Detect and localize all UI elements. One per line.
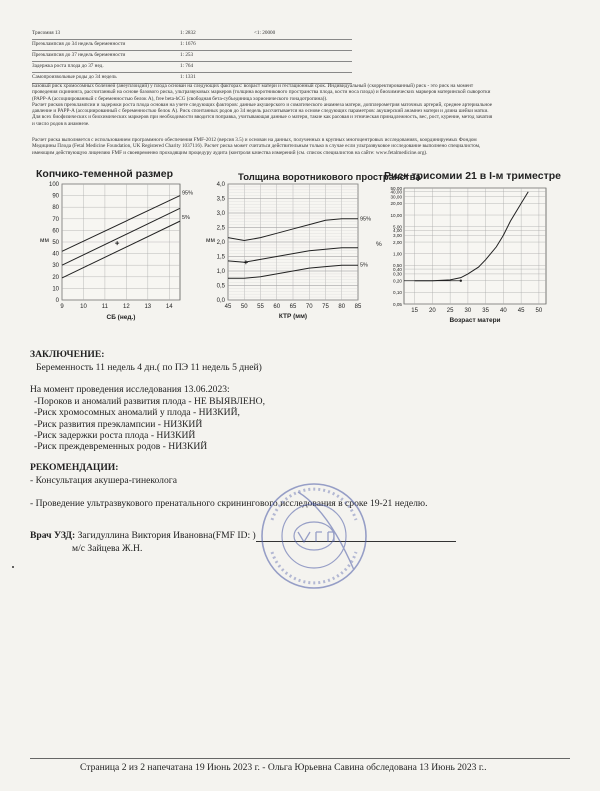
y-tick-label: 20: [52, 274, 59, 281]
risk-label: Трисомия 13: [32, 30, 61, 36]
y-tick-label: 40: [52, 251, 59, 258]
label-95: 95%: [182, 190, 194, 197]
data-point: [460, 280, 462, 282]
risk-value: 1: 1331: [180, 74, 196, 80]
y-tick-label: 2,00: [393, 239, 402, 245]
note-line: Расчет риска выполняется с использованием программного обеспечения FMF-2012 (версия 3.5) и основан на данных, полученных в крупных многоцентровых исследованиях, координируемых Фондом: [32, 137, 477, 143]
x-axis-label: КТР (мм): [278, 313, 308, 320]
x-tick-label: 9: [60, 304, 64, 310]
x-tick-label: 40: [500, 308, 507, 314]
y-tick-label: 60: [52, 228, 59, 235]
conclusion-heading: ЗАКЛЮЧЕНИЕ:: [30, 349, 105, 360]
x-tick-label: 70: [305, 304, 313, 310]
pregnancy-term: Беременность 11 недель 4 дн.( по ПЭ 11 недель 5 дней): [36, 362, 262, 373]
x-tick-label: 50: [535, 308, 543, 314]
risk-label: Преэклампсия до 37 недель беременности: [32, 52, 126, 58]
y-tick-label: 1,5: [216, 254, 225, 261]
y-axis-label: мм: [40, 237, 49, 244]
y-axis-label: %: [376, 241, 382, 248]
x-tick-label: 55: [257, 304, 264, 310]
conclusion-item: -Пороков и аномалий развития плода - НЕ ВЫЯВЛЕНО,: [34, 396, 265, 407]
y-tick-label: 10,00: [390, 212, 402, 218]
y-tick-label: 0,30: [393, 271, 402, 277]
y-tick-label: 3,5: [216, 196, 225, 203]
footer-text: Страница 2 из 2 напечатана 19 Июнь 2023 г. - Ольга Юрьевна Савина обследована 13 Июнь 2023 г..: [80, 762, 487, 773]
x-tick-label: 15: [411, 308, 418, 314]
risk-value: 1: 253: [180, 52, 194, 58]
conclusion-item: -Риск развития преэклампсии - НИЗКИЙ: [34, 418, 203, 430]
note-line: Базовый риск хромосомных болезней (анеуплоидий) у плода основан на следующих факторах: возраст матери и гестационный срок. Индивидуальный (скорректированный) риск - это риск на момент: [32, 83, 474, 89]
x-tick-label: 50: [240, 304, 248, 310]
y-tick-label: 5,00: [393, 224, 402, 230]
x-tick-label: 80: [338, 304, 346, 310]
note-line: давление и PAPP-A (ассоциированный с беременностью белок А). Риск спонтанных родов до 34 недель рассчитывается на основе следующих параметров: акушерский анамнез матери и длина шейки матки.: [32, 108, 489, 115]
x-tick-label: 85: [354, 304, 362, 310]
doctor-line: [30, 530, 256, 541]
y-tick-label: 1,00: [393, 251, 402, 257]
note-line: проведения скрининга, рассчитанный на основе базового риска, ультразвуковых маркеров (толщина воротникового пространства плода, кости носа плода) и биохимических маркеров материнской сыворотки: [32, 89, 491, 96]
y-tick-label: 80: [52, 205, 59, 212]
risk-value: 1: 2832: [180, 30, 196, 36]
risk-value: 1: 764: [180, 63, 194, 69]
y-tick-label: 40,00: [390, 189, 402, 195]
doctor-name: Загидуллина Виктория Ивановна(FMF ID: ): [77, 530, 256, 541]
x-tick-label: 45: [517, 308, 525, 314]
y-tick-label: 0,40: [393, 266, 402, 272]
x-tick-label: 25: [446, 308, 454, 314]
x-tick-label: 75: [322, 304, 329, 310]
x-axis-label: СБ (нед.): [106, 314, 136, 321]
label-95: 95%: [360, 216, 372, 223]
y-tick-label: 0,50: [393, 263, 402, 269]
y-tick-label: 10: [52, 286, 59, 293]
y-tick-label: 3,0: [216, 211, 225, 217]
y-tick-label: 0: [55, 298, 59, 304]
plot-area: [404, 188, 546, 304]
note-line: Медицины Плода (Fetal Medicine Foundation, UK Registered Charity 1037116). Расчет риска может считаться действительным только в случае если ультразвуковое исследование выполнено специалистом,: [32, 143, 481, 150]
note-line: (PAPP-A (ассоциированный с беременностью белок А), free beta-hCG (свободная бета-субъединица хорионического гонадотропина)).: [32, 95, 328, 102]
x-axis-label: Возраст матери: [449, 317, 501, 324]
risk-label: Преэклампсия до 34 недель беременности: [32, 41, 126, 47]
exam-date-line: На момент проведения исследования 13.06.2023:: [30, 384, 230, 395]
label-5: 5%: [182, 214, 190, 221]
recommendations-heading: РЕКОМЕНДАЦИИ:: [30, 462, 119, 473]
risk-cutoff: <1: 20000: [254, 30, 276, 36]
y-tick-label: 4,0: [216, 182, 225, 188]
recommendation-2: - Проведение ультразвукового пренатального скринингового исследования в сроке 19-21 неделю.: [30, 498, 428, 509]
x-tick-label: 12: [123, 304, 130, 310]
recommendation-1: - Консультация акушера-гинеколога: [30, 475, 177, 486]
x-tick-label: 30: [464, 308, 472, 314]
conclusion-item: -Риск задержки роста плода - НИЗКИЙ: [34, 429, 196, 441]
conclusion-list: [34, 396, 265, 452]
nt-chart-title: Толщина воротникового пространства: [238, 172, 421, 183]
x-tick-label: 35: [482, 308, 489, 314]
y-tick-label: 2,0: [216, 240, 225, 246]
seal-stamp: [258, 480, 370, 592]
x-tick-label: 14: [165, 304, 173, 310]
note-line: Для всех биофизических и биохимических маркеров при необходимости вводится поправка, учитывающая данные о матери, такие как расовая и этническая принадлежность, вес, рост, курение, метод зачатия: [32, 114, 493, 121]
x-tick-label: 65: [289, 304, 297, 310]
crl-chart-title: Копчико-теменной размер: [36, 168, 174, 180]
footer-rule: [30, 758, 570, 759]
note-line: Расчет рисков преэклампсии и задержки роста плода основан на учете следующих факторов: данные акушерского и соматического анамнеза матери, допплерометрия маточных артерий, среднее артериальное: [32, 101, 493, 108]
risk-value: 1: 1676: [180, 41, 196, 47]
y-axis-label: мм: [206, 237, 215, 244]
y-tick-label: 0,0: [216, 298, 225, 304]
y-tick-label: 30: [52, 263, 59, 270]
conclusion-item: -Риск хромосомных аномалий у плода - НИЗКИЙ,: [34, 407, 240, 419]
x-tick-label: 13: [144, 304, 152, 310]
x-tick-label: 45: [224, 304, 232, 310]
y-tick-label: 20,00: [390, 201, 402, 207]
x-tick-label: 60: [273, 304, 281, 310]
y-tick-label: 0,20: [393, 278, 402, 284]
y-tick-label: 3,00: [393, 233, 402, 239]
y-tick-label: 50: [52, 240, 59, 246]
y-tick-label: 2,5: [216, 225, 225, 232]
y-tick-label: 1,0: [216, 269, 225, 275]
x-tick-label: 11: [101, 304, 109, 310]
nurse-name: м/с Зайцева Ж.Н.: [72, 543, 143, 554]
x-tick-label: 20: [429, 308, 436, 314]
risk-label: Задержка роста плода до 37 нед.: [32, 63, 104, 69]
x-tick-label: 10: [80, 304, 87, 310]
y-tick-label: 90: [52, 193, 59, 200]
y-tick-label: 100: [48, 182, 59, 188]
y-tick-label: 50,00: [390, 185, 402, 191]
conclusion-item: -Риск преждевременных родов - НИЗКИЙ: [34, 441, 208, 453]
note-line: и число родов в анамнезе.: [32, 120, 90, 127]
doctor-label: Врач УЗД:: [30, 530, 76, 541]
t21-chart-title: Риск трисомии 21 в I-м триместре: [384, 170, 561, 182]
y-tick-label: 0,05: [393, 301, 402, 307]
stray-dot: [12, 566, 14, 568]
risk-label: Самопроизвольные роды до 34 недель: [32, 74, 117, 80]
charts-svg: [0, 0, 600, 345]
y-tick-label: 30,00: [390, 194, 402, 200]
y-tick-label: 4,00: [393, 228, 402, 234]
y-tick-label: 70: [52, 216, 59, 223]
label-5: 5%: [360, 262, 368, 269]
note-line: имеющим действующую лицензию FMF и своевременно проходящим процедуру аудита (контроля качества измерений (см. список специалистов на сайте: www.fetalmedicine.org).: [32, 149, 428, 156]
y-tick-label: 0,5: [216, 283, 225, 290]
y-tick-label: 0,10: [393, 290, 402, 296]
